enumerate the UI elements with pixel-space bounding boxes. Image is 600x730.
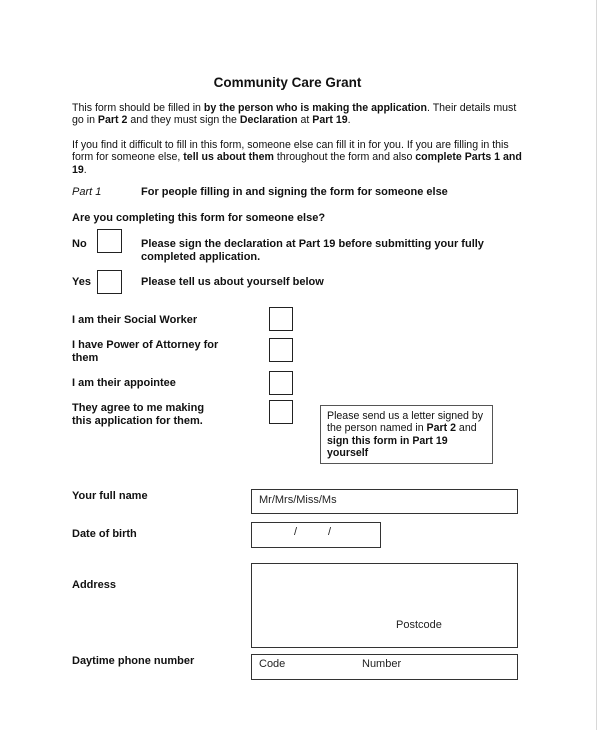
relation-social-worker-label: I am their Social Worker — [72, 314, 198, 326]
note-bold: sign this form in Part 19 yourself — [327, 434, 448, 460]
intro-text: If you find it difficult to fill in this form, someone else can fill it in for you. If you are filling in this form for someone else, — [72, 139, 509, 164]
intro-bold: tell us about them — [183, 151, 274, 164]
address-label: Address — [72, 579, 117, 591]
relation-power-of-attorney-label: I have Power of Attorney for them — [72, 339, 219, 364]
intro-paragraph-1 — [72, 102, 522, 127]
intro-bold: Part 2 — [97, 114, 128, 127]
intro-text: at — [297, 114, 313, 127]
full-name-label: Your full name — [72, 490, 148, 502]
dob-separator: / — [328, 526, 332, 538]
relation-appointee-label: I am their appointee — [72, 377, 176, 389]
part-number: Part 1 — [72, 186, 102, 198]
yes-checkbox[interactable] — [97, 270, 122, 294]
intro-bold: by the person who is making the application — [203, 102, 427, 114]
intro-text: . — [347, 114, 351, 127]
phone-field[interactable] — [251, 654, 518, 680]
intro-bold: Part 19 — [312, 114, 348, 127]
intro-bold: complete Parts 1 and 19 — [72, 151, 522, 176]
address-field[interactable] — [251, 563, 518, 648]
yes-instruction: Please tell us about yourself below — [141, 276, 324, 288]
dob-field[interactable] — [251, 522, 381, 548]
no-instruction: Please sign the declaration at Part 19 before submitting your fully completed application. — [141, 238, 484, 263]
relation-appointee-checkbox[interactable] — [269, 371, 293, 395]
postcode-label: Postcode — [396, 619, 442, 631]
dob-label: Date of birth — [72, 528, 137, 540]
relation-power-of-attorney-checkbox[interactable] — [269, 338, 293, 362]
relation-social-worker-checkbox[interactable] — [269, 307, 293, 331]
intro-text: . Their details must go in — [72, 102, 517, 127]
no-label: No — [72, 238, 87, 250]
note-bold: Part 2 — [426, 422, 456, 435]
intro-bold: Declaration — [239, 114, 298, 127]
letter-note — [320, 405, 493, 464]
note-text: Please send us a letter signed by the person named in — [327, 410, 484, 435]
note-text: and — [455, 422, 477, 435]
intro-text: and they must sign the — [127, 114, 240, 127]
title-options-text: Mr/Mrs/Miss/Ms — [259, 494, 337, 506]
intro-text: throughout the form and also — [273, 151, 416, 164]
form-title: Community Care Grant — [213, 75, 362, 90]
phone-code-label: Code — [259, 658, 286, 670]
dob-separator: / — [294, 526, 298, 538]
no-checkbox[interactable] — [97, 229, 122, 253]
intro-text: . — [83, 163, 87, 176]
relation-agree-checkbox[interactable] — [269, 400, 293, 424]
part-heading: For people filling in and signing the form for someone else — [141, 186, 448, 198]
phone-label: Daytime phone number — [72, 655, 195, 667]
relation-agree-label: They agree to me making this application for them. — [72, 402, 205, 427]
question-text: Are you completing this form for someone else? — [72, 212, 326, 224]
full-name-field[interactable] — [251, 489, 518, 514]
intro-text: This form should be filled in — [72, 102, 204, 114]
intro-paragraph-2 — [72, 139, 522, 176]
phone-number-label: Number — [362, 658, 402, 670]
yes-label: Yes — [72, 276, 91, 288]
